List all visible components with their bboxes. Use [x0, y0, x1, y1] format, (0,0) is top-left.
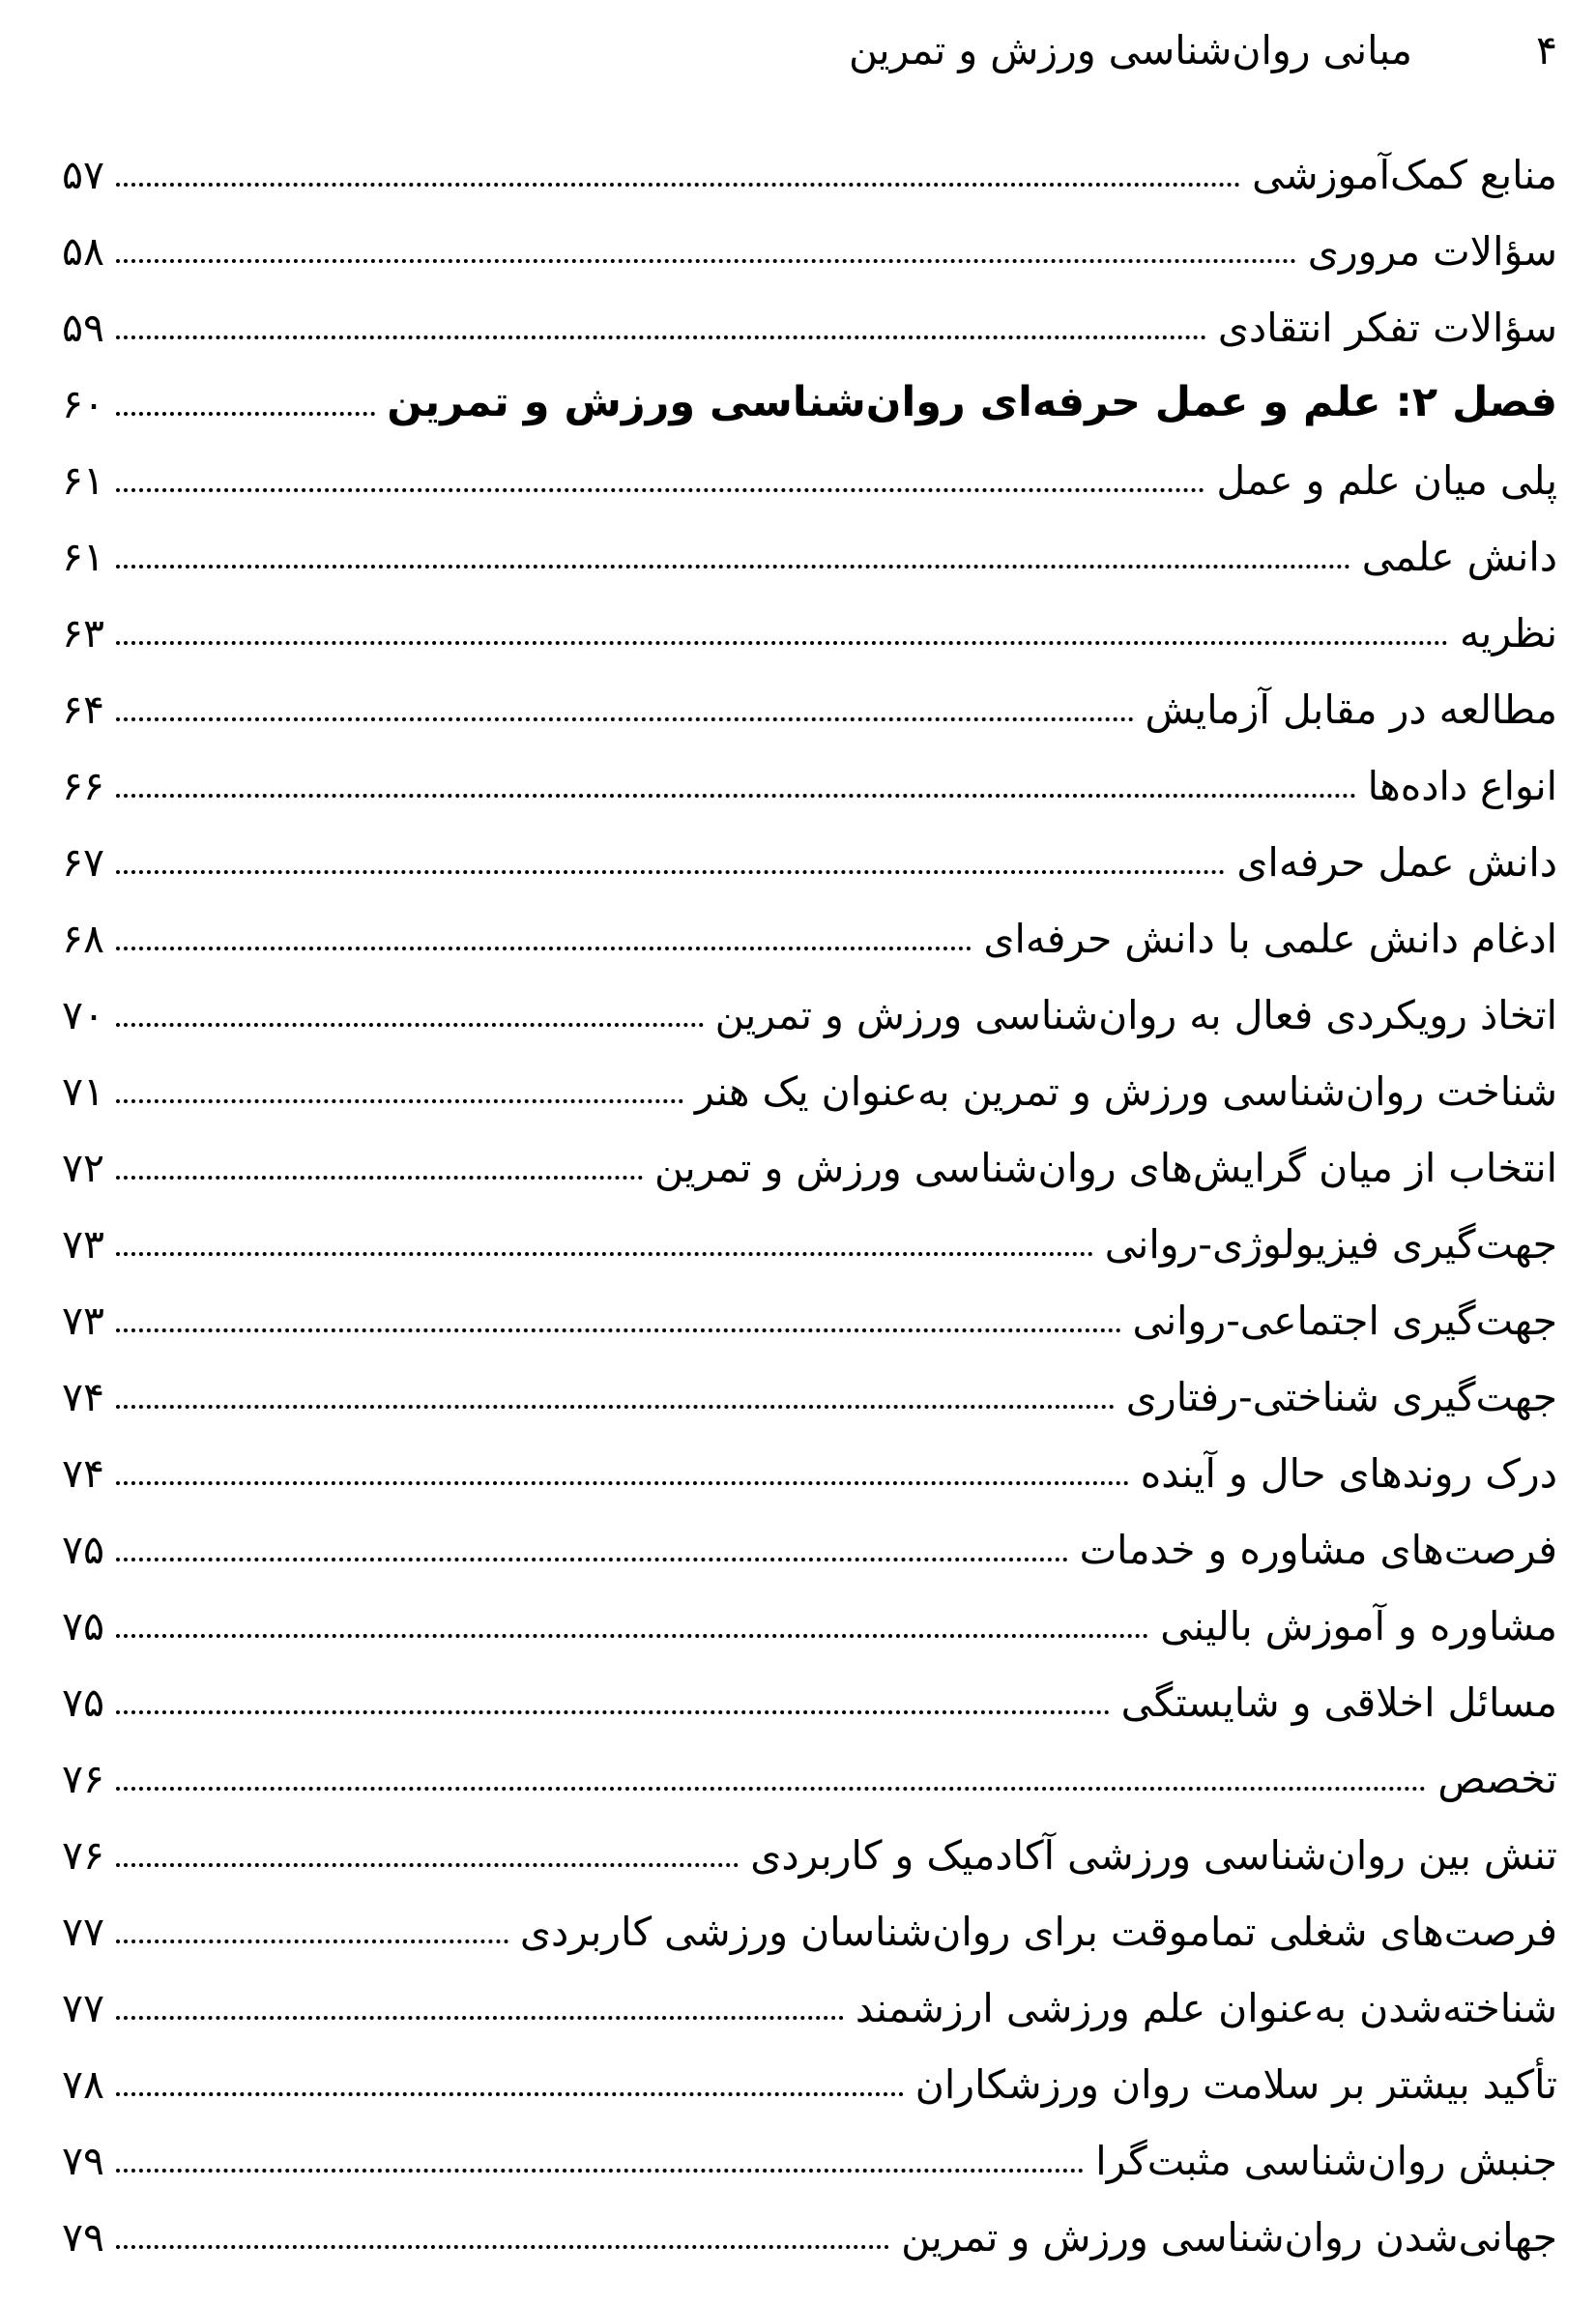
toc-entry-title: انواع داده‌ها [1367, 762, 1557, 809]
toc-entry-row [62, 1804, 1557, 1881]
toc-page-number: ۷۵ [62, 1526, 105, 1573]
toc-page-number: ۷۴ [62, 1449, 105, 1497]
toc-entry-row [62, 1728, 1557, 1804]
toc-entry-title: شناخته‌شدن به‌عنوان علم ورزشی ارزشمند [855, 1984, 1557, 2031]
dot-leader [116, 717, 1133, 721]
toc-page-number: ۶۴ [62, 686, 105, 733]
toc-entry-row [62, 2033, 1557, 2110]
toc-entry-row [62, 1193, 1557, 1269]
toc-page-number: ۶۶ [62, 762, 105, 809]
toc-entry-title: سؤالات تفکر انتقادی [1217, 304, 1557, 351]
toc-entry-title: فصل ۲: علم و عمل حرفه‌ای روان‌شناسی ورزش و تمرین [387, 378, 1557, 427]
dot-leader [116, 2016, 844, 2020]
toc-page-number: ۷۷ [62, 1984, 105, 2031]
toc-entry-title: درک روندهای حال و آینده [1140, 1449, 1557, 1497]
toc-page-number: ۶۱ [62, 533, 105, 580]
toc-entry-title: نظریه [1459, 609, 1557, 656]
toc-page-number: ۶۱ [62, 456, 105, 504]
dot-leader [116, 259, 1296, 263]
toc-page-number: ۷۸ [62, 2060, 105, 2108]
toc-page-number: ۷۳ [62, 1297, 105, 1344]
toc-page-number: ۷۶ [62, 1755, 105, 1802]
toc-page-number: ۷۷ [62, 1908, 105, 1955]
dot-leader [116, 1328, 1121, 1332]
toc [62, 124, 1557, 2262]
header-page-number: ۴ [1535, 27, 1557, 73]
toc-entry-title: جهت‌گیری شناختی-رفتاری [1125, 1373, 1557, 1420]
toc-entry-row [62, 277, 1557, 353]
page-header [62, 25, 1557, 81]
toc-entry-title: جهانی‌شدن روان‌شناسی ورزش و تمرین [901, 2213, 1557, 2261]
dot-leader [116, 794, 1356, 798]
toc-entry-title: فرصت‌های مشاوره و خدمات [1079, 1526, 1557, 1573]
toc-page-number: ۷۴ [62, 1373, 105, 1420]
toc-entry-row [62, 582, 1557, 658]
dot-leader [116, 1634, 1148, 1638]
toc-page-number: ۷۵ [62, 1678, 105, 1726]
toc-entry-row [62, 124, 1557, 200]
toc-entry-row [62, 735, 1557, 811]
toc-entry-row [62, 1881, 1557, 1957]
toc-entry-row [62, 1651, 1557, 1728]
toc-entry-title: پلی میان علم و عمل [1216, 456, 1557, 504]
dot-leader [116, 947, 972, 950]
dot-leader [116, 336, 1206, 339]
toc-entry-title: جنبش روان‌شناسی مثبت‌گرا [1095, 2137, 1557, 2184]
toc-page-number: ۷۶ [62, 1831, 105, 1879]
dot-leader [116, 2245, 889, 2249]
toc-entry-title: سؤالات مروری [1307, 227, 1557, 275]
toc-entry-title: دانش عمل حرفه‌ای [1236, 838, 1557, 886]
toc-page-number: ۶۷ [62, 838, 105, 886]
toc-entry-title: تخصص [1437, 1755, 1557, 1802]
toc-chapter-row [62, 353, 1557, 429]
toc-entry-row [62, 888, 1557, 964]
toc-page-number: ۶۳ [62, 609, 105, 656]
toc-entry-title: فرصت‌های شغلی تماموقت برای روان‌شناسان ورزشی کاربردی [519, 1908, 1557, 1955]
toc-entry-title: انتخاب از میان گرایش‌های روان‌شناسی ورزش و تمرین [654, 1144, 1557, 1191]
dot-leader [116, 1023, 704, 1027]
toc-entry-row [62, 658, 1557, 735]
toc-entry-row [62, 2186, 1557, 2262]
toc-page-number: ۶۸ [62, 915, 105, 962]
toc-page-number: ۷۱ [62, 1067, 105, 1115]
toc-entry-row [62, 1575, 1557, 1651]
dot-leader [116, 1405, 1115, 1409]
toc-page-number: ۷۹ [62, 2213, 105, 2261]
toc-page-number: ۷۵ [62, 1602, 105, 1649]
toc-entry-title: جهت‌گیری اجتماعی-روانی [1132, 1297, 1557, 1344]
dot-leader [116, 1481, 1129, 1485]
toc-page-number: ۶۰ [62, 380, 105, 427]
toc-page-number: ۷۰ [62, 991, 105, 1038]
toc-entry-row [62, 1040, 1557, 1117]
toc-page-number: ۷۳ [62, 1220, 105, 1268]
toc-page-number: ۷۹ [62, 2137, 105, 2184]
toc-entry-title: دانش علمی [1361, 533, 1557, 580]
toc-entry-title: اتخاذ رویکردی فعال به روان‌شناسی ورزش و تمرین [714, 991, 1557, 1038]
toc-entry-row [62, 2110, 1557, 2186]
toc-entry-title: مشاوره و آموزش بالینی [1160, 1602, 1557, 1649]
dot-leader [116, 412, 375, 416]
dot-leader [116, 1558, 1068, 1561]
toc-page-number: ۷۲ [62, 1144, 105, 1191]
dot-leader [116, 870, 1225, 874]
toc-entry-row [62, 1346, 1557, 1422]
header-running-title: مبانی روان‌شناسی ورزش و تمرین [848, 27, 1412, 73]
toc-entry-row [62, 1269, 1557, 1346]
toc-entry-title: ادغام دانش علمی با دانش حرفه‌ای [983, 915, 1557, 962]
toc-entry-title: شناخت روان‌شناسی ورزش و تمرین به‌عنوان یک هنر [694, 1067, 1557, 1115]
dot-leader [116, 1863, 739, 1867]
dot-leader [116, 183, 1240, 187]
toc-entry-row [62, 964, 1557, 1040]
toc-entry-title: مطالعه در مقابل آزمایش [1145, 686, 1557, 733]
toc-entry-row [62, 1117, 1557, 1193]
toc-entry-row [62, 1499, 1557, 1575]
dot-leader [116, 1099, 683, 1103]
dot-leader [116, 1787, 1426, 1791]
dot-leader [116, 565, 1350, 569]
toc-entry-title: تأکید بیشتر بر سلامت روان ورزشکاران [914, 2060, 1557, 2108]
toc-entry-row [62, 1422, 1557, 1499]
toc-entry-row [62, 429, 1557, 506]
toc-entry-title: تنش بین روان‌شناسی ورزشی آکادمیک و کاربردی [750, 1831, 1557, 1879]
dot-leader [116, 1940, 508, 1943]
toc-entry-title: منابع کمک‌آموزشی [1252, 151, 1557, 198]
toc-page-number: ۵۹ [62, 304, 105, 351]
dot-leader [116, 1252, 1093, 1256]
toc-entry-row [62, 200, 1557, 277]
dot-leader [116, 2169, 1084, 2173]
dot-leader [116, 641, 1448, 645]
toc-entry-row [62, 506, 1557, 582]
toc-page-number: ۵۸ [62, 227, 105, 275]
dot-leader [116, 1710, 1110, 1714]
dot-leader [116, 1176, 643, 1180]
dot-leader [116, 488, 1204, 492]
toc-entry-title: مسائل اخلاقی و شایستگی [1120, 1678, 1557, 1726]
toc-entry-row [62, 1957, 1557, 2033]
toc-entry-title: جهت‌گیری فیزیولوژی-روانی [1104, 1220, 1557, 1268]
toc-entry-row [62, 811, 1557, 888]
toc-page-number: ۵۷ [62, 151, 105, 198]
dot-leader [116, 2092, 904, 2096]
